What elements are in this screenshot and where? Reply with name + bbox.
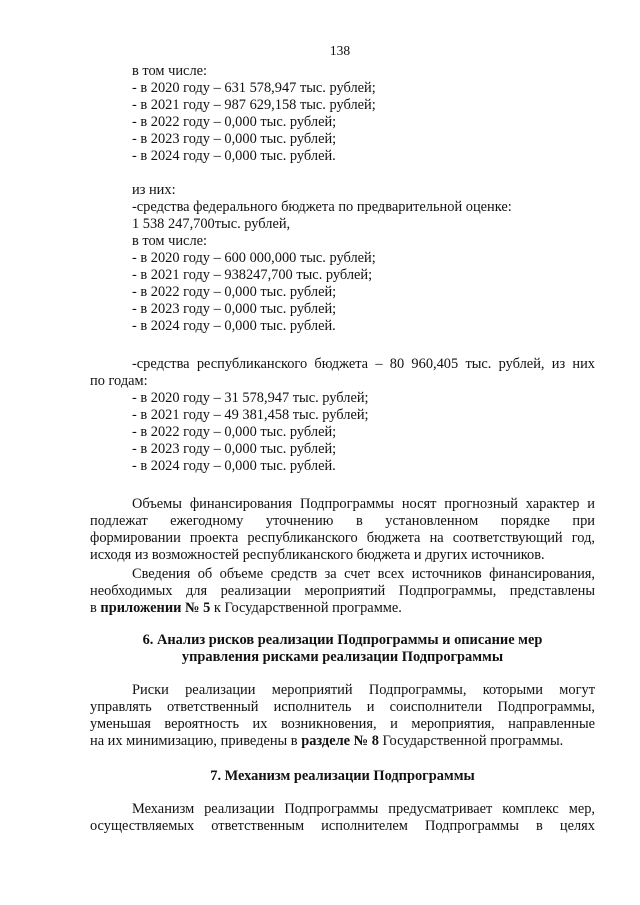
- paragraph-line: подлежат ежегодному уточнению в установленном порядке при: [90, 513, 595, 529]
- block1-item: - в 2021 году – 987 629,158 тыс. рублей;: [132, 97, 376, 113]
- block2-item: - в 2020 году – 600 000,000 тыс. рублей;: [132, 250, 376, 266]
- block3-item: - в 2022 году – 0,000 тыс. рублей;: [132, 424, 337, 440]
- section-6-heading-line2: управления рисками реализации Подпрограммы: [181, 649, 504, 665]
- block2-sub-intro: в том числе:: [132, 233, 208, 249]
- paragraph-line: осуществляемых ответственным исполнителем Подпрограммы в целях: [90, 818, 595, 834]
- text-fragment: к Государственной программе.: [210, 600, 402, 616]
- text-fragment: на их минимизацию, приведены в: [90, 733, 302, 749]
- block1-item: - в 2020 году – 631 578,947 тыс. рублей;: [132, 80, 376, 96]
- block3-item: - в 2021 году – 49 381,458 тыс. рублей;: [132, 407, 369, 423]
- section-reference: разделе № 8: [301, 733, 379, 749]
- appendix-reference: приложении № 5: [100, 600, 211, 616]
- republic-budget-line: -средства республиканского бюджета – 80 960,405 тыс. рублей, из них: [132, 356, 595, 372]
- federal-budget-title: -средства федерального бюджета по предварительной оценке:: [132, 199, 512, 215]
- paragraph-line: исходя из возможностей республиканского бюджета и других источников.: [90, 547, 545, 563]
- text-fragment: Государственной программы.: [378, 733, 564, 749]
- paragraph-line: необходимых для реализации мероприятий Подпрограммы, представлены: [90, 583, 595, 599]
- block3-item: - в 2023 году – 0,000 тыс. рублей;: [132, 441, 337, 457]
- block1-intro: в том числе:: [132, 63, 208, 79]
- paragraph-line: уменьшая вероятность их возникновения, и мероприятия, направленные: [90, 716, 595, 732]
- block2-item: - в 2022 году – 0,000 тыс. рублей;: [132, 284, 337, 300]
- block2-intro: из них:: [132, 182, 176, 198]
- section-6-heading-line1: 6. Анализ рисков реализации Подпрограммы и описание мер: [142, 632, 543, 648]
- block3-item: - в 2024 году – 0,000 тыс. рублей.: [132, 458, 336, 474]
- paragraph-line: Риски реализации мероприятий Подпрограммы, которыми могут: [132, 682, 595, 698]
- block2-item: - в 2024 году – 0,000 тыс. рублей.: [132, 318, 336, 334]
- block2-item: - в 2023 году – 0,000 тыс. рублей;: [132, 301, 337, 317]
- paragraph-line: формировании проекта республиканского бюджета на соответствующий год,: [90, 530, 595, 546]
- federal-budget-total: 1 538 247,700тыс. рублей,: [132, 216, 291, 232]
- section-7-heading: 7. Механизм реализации Подпрограммы: [210, 768, 475, 784]
- block1-item: - в 2022 году – 0,000 тыс. рублей;: [132, 114, 337, 130]
- text-fragment: в: [90, 600, 101, 616]
- paragraph-line: Объемы финансирования Подпрограммы носят прогнозный характер и: [132, 496, 595, 512]
- block1-item: - в 2023 году – 0,000 тыс. рублей;: [132, 131, 337, 147]
- block3-item: - в 2020 году – 31 578,947 тыс. рублей;: [132, 390, 369, 406]
- page-number: 138: [329, 43, 351, 58]
- paragraph-line: [90, 600, 402, 618]
- paragraph-line: Механизм реализации Подпрограммы предусматривает комплекс мер,: [132, 801, 595, 817]
- republic-budget-by-years: по годам:: [90, 373, 148, 389]
- block2-item: - в 2021 году – 938247,700 тыс. рублей;: [132, 267, 373, 283]
- paragraph-line: управлять ответственный исполнитель и соисполнители Подпрограммы,: [90, 699, 595, 715]
- block1-item: - в 2024 году – 0,000 тыс. рублей.: [132, 148, 336, 164]
- paragraph-line: [90, 733, 563, 751]
- paragraph-line: Сведения об объеме средств за счет всех источников финансирования,: [132, 566, 595, 582]
